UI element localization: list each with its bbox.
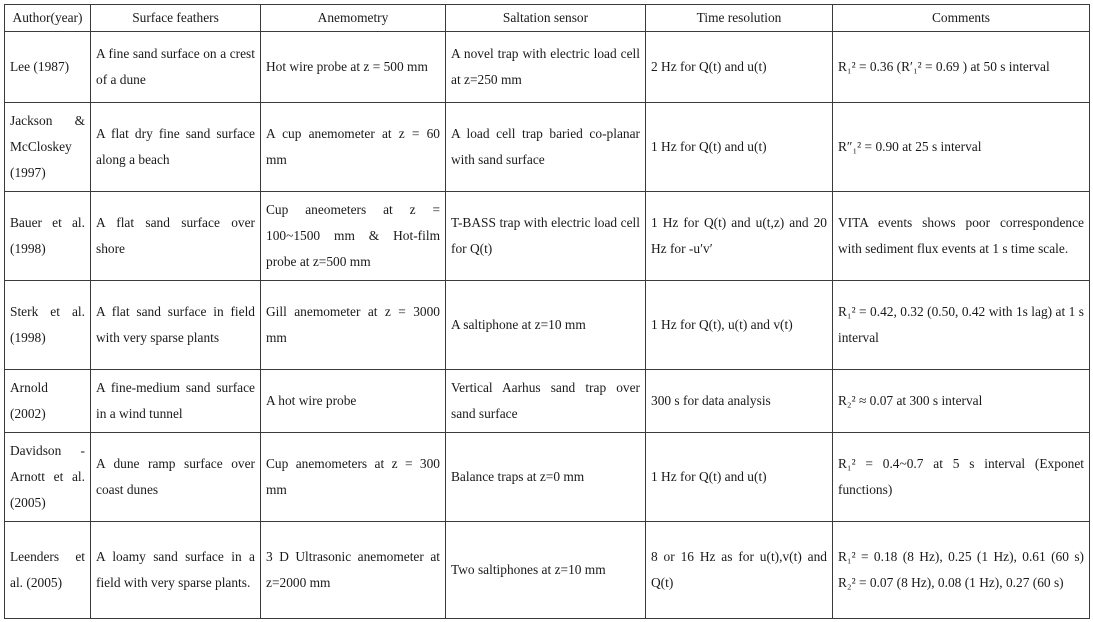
cell-surface: A flat dry fine sand surface along a beach xyxy=(91,103,261,192)
cell-anemometry: Hot wire probe at z = 500 mm xyxy=(261,32,446,103)
table-container xyxy=(4,4,1090,619)
cell-time: 300 s for data analysis xyxy=(646,370,833,433)
cell-anemometry: Cup aneometers at z = 100~1500 mm & Hot-film probe at z=500 mm xyxy=(261,192,446,281)
cell-anemometry: Gill anemometer at z = 3000 mm xyxy=(261,281,446,370)
cell-author: Leenders et al. (2005) xyxy=(5,522,91,619)
comparison-table xyxy=(4,4,1090,619)
cell-surface: A dune ramp surface over coast dunes xyxy=(91,433,261,522)
cell-saltation: A novel trap with electric load cell at z=250 mm xyxy=(446,32,646,103)
cell-anemometry: A hot wire probe xyxy=(261,370,446,433)
header-author: Author(year) xyxy=(5,5,91,32)
cell-time: 8 or 16 Hz as for u(t),v(t) and Q(t) xyxy=(646,522,833,619)
cell-author: Lee (1987) xyxy=(5,32,91,103)
cell-saltation: Two saltiphones at z=10 mm xyxy=(446,522,646,619)
cell-surface: A fine-medium sand surface in a wind tunnel xyxy=(91,370,261,433)
cell-time: 2 Hz for Q(t) and u(t) xyxy=(646,32,833,103)
header-comments: Comments xyxy=(833,5,1090,32)
cell-author: Bauer et al. (1998) xyxy=(5,192,91,281)
cell-saltation: A load cell trap baried co-planar with sand surface xyxy=(446,103,646,192)
cell-surface: A flat sand surface in field with very sparse plants xyxy=(91,281,261,370)
cell-surface: A loamy sand surface in a field with very sparse plants. xyxy=(91,522,261,619)
cell-comments: R₁² = 0.4~0.7 at 5 s interval (Exponet functions) xyxy=(833,433,1090,522)
cell-author: Sterk et al. (1998) xyxy=(5,281,91,370)
cell-comments: R₂² ≈ 0.07 at 300 s interval xyxy=(833,370,1090,433)
header-row xyxy=(5,5,1090,32)
cell-anemometry: A cup anemometer at z = 60 mm xyxy=(261,103,446,192)
cell-author: Arnold (2002) xyxy=(5,370,91,433)
cell-saltation: T-BASS trap with electric load cell for Q(t) xyxy=(446,192,646,281)
table-row xyxy=(5,370,1090,433)
cell-saltation: Balance traps at z=0 mm xyxy=(446,433,646,522)
cell-anemometry: 3 D Ultrasonic anemometer at z=2000 mm xyxy=(261,522,446,619)
cell-time: 1 Hz for Q(t) and u(t) xyxy=(646,103,833,192)
table-row xyxy=(5,103,1090,192)
table-row xyxy=(5,433,1090,522)
table-row xyxy=(5,522,1090,619)
cell-anemometry: Cup anemometers at z = 300 mm xyxy=(261,433,446,522)
table-row xyxy=(5,192,1090,281)
table-row xyxy=(5,32,1090,103)
table-row xyxy=(5,281,1090,370)
cell-author: Davidson - Arnott et al. (2005) xyxy=(5,433,91,522)
header-time: Time resolution xyxy=(646,5,833,32)
cell-comments: R₁² = 0.36 (R′₁² = 0.69 ) at 50 s interval xyxy=(833,32,1090,103)
cell-time: 1 Hz for Q(t), u(t) and v(t) xyxy=(646,281,833,370)
cell-saltation: Vertical Aarhus sand trap over sand surface xyxy=(446,370,646,433)
cell-comments: R₁² = 0.42, 0.32 (0.50, 0.42 with 1s lag) at 1 s interval xyxy=(833,281,1090,370)
header-anemometry: Anemometry xyxy=(261,5,446,32)
header-saltation: Saltation sensor xyxy=(446,5,646,32)
cell-surface: A fine sand surface on a crest of a dune xyxy=(91,32,261,103)
cell-time: 1 Hz for Q(t) and u(t,z) and 20 Hz for -u′v′ xyxy=(646,192,833,281)
cell-comments: R″₁² = 0.90 at 25 s interval xyxy=(833,103,1090,192)
cell-comments: R₁² = 0.18 (8 Hz), 0.25 (1 Hz), 0.61 (60 s) R₂² = 0.07 (8 Hz), 0.08 (1 Hz), 0.27 (60 s) xyxy=(833,522,1090,619)
cell-time: 1 Hz for Q(t) and u(t) xyxy=(646,433,833,522)
cell-surface: A flat sand surface over shore xyxy=(91,192,261,281)
cell-saltation: A saltiphone at z=10 mm xyxy=(446,281,646,370)
cell-comments: VITA events shows poor correspondence with sediment flux events at 1 s time scale. xyxy=(833,192,1090,281)
cell-author: Jackson & McCloskey (1997) xyxy=(5,103,91,192)
header-surface: Surface feathers xyxy=(91,5,261,32)
